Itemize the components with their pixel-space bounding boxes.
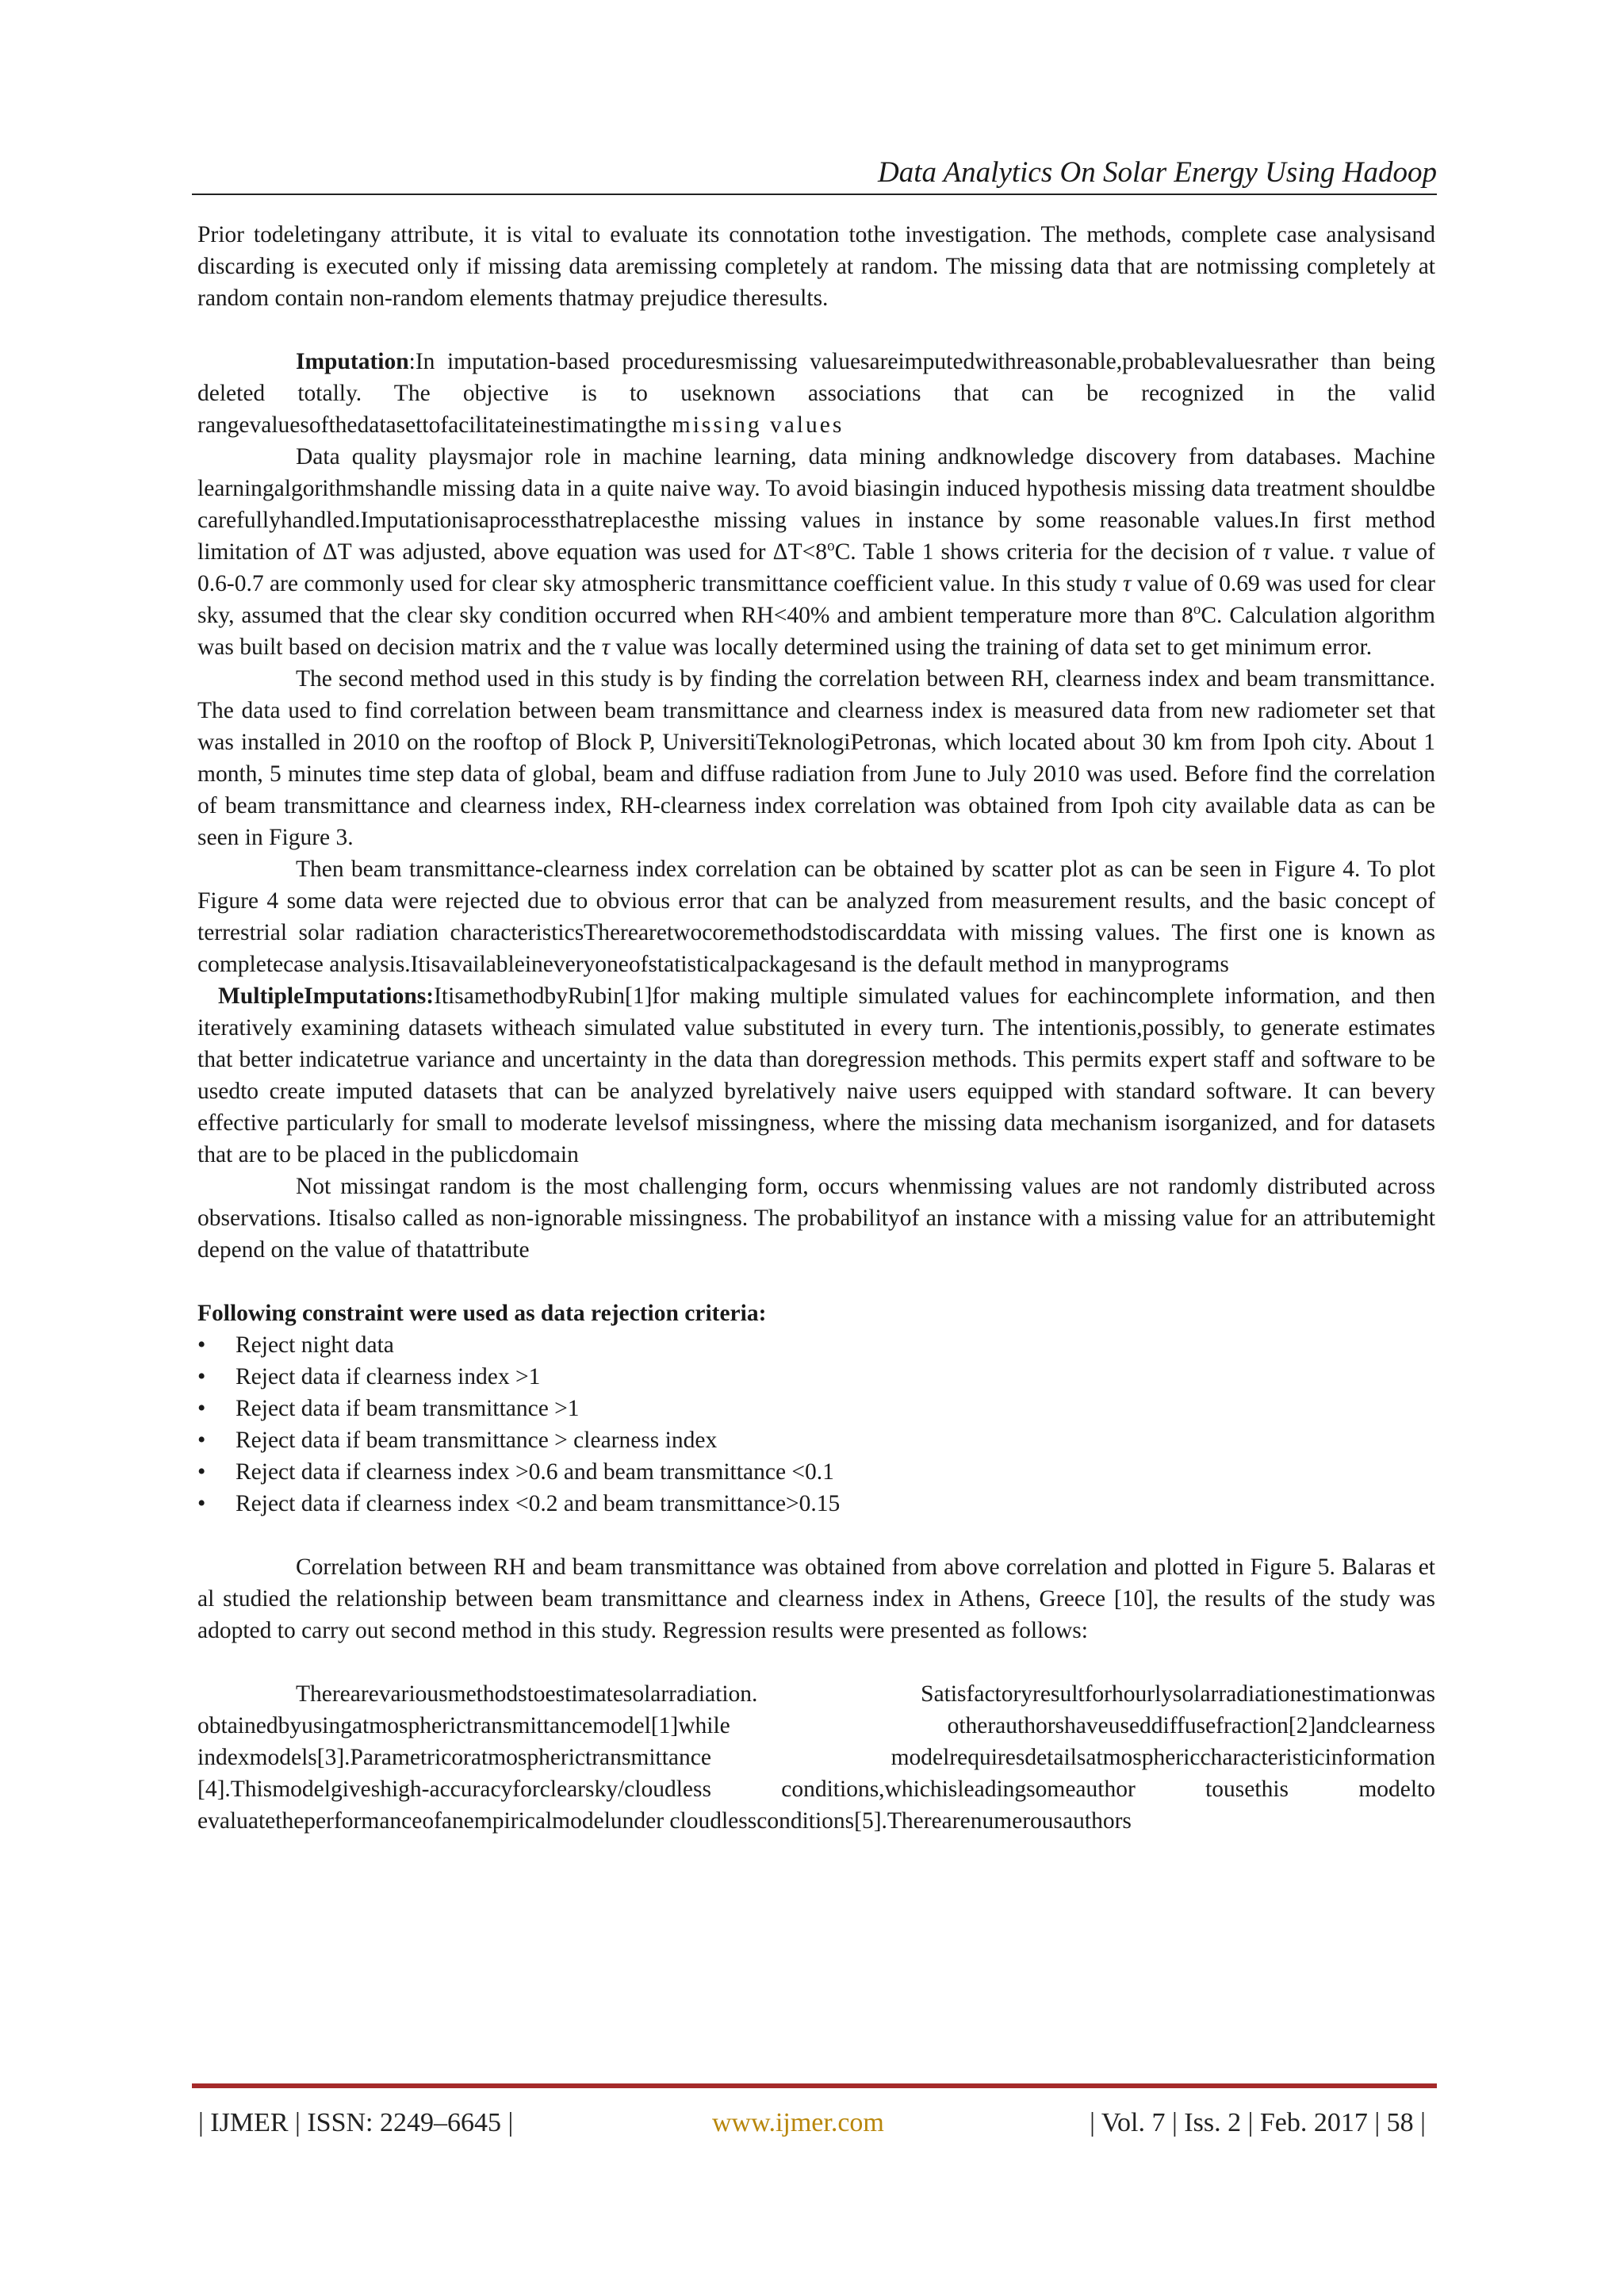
paragraph-gap (197, 1646, 1435, 1678)
criteria-heading-text: Following constraint were used as data rejection criteria: (197, 1301, 767, 1326)
criteria-item: • Reject data if beam transmittance >1 (197, 1393, 1435, 1424)
paragraph-not-missing-at-random: Not missingat random is the most challenging form, occurs whenmissing values are not randomly distributed across observations. Itisalso called as non-ignorable missingness. The probabilityof an instance with a missing value for an attributemight depend on the value of thatattribute (197, 1174, 1435, 1263)
degree-sup: o (827, 538, 835, 555)
paragraph-estimation-methods: Therearevariousmethodstoestimatesolarradiation. Satisfactoryresultforhourlysolarradiationestimationwas obtainedbyusingatmospherictransmittancemodel[1]while otherauthorshaveuseddiffusefraction[2]andclearness indexmodels[3].Parametricoratmospherictransmittance modelrequiresdetailsatmosphericcharacteristicinformation [4].Thismodelgiveshigh-accuracyforclearsky/cloudless conditions,whichisleadingsomeauthor tousethis modelto evaluatetheperformanceofanempiricalmodelunder cloudlessconditions[5].Therearenumerousauthors (197, 1681, 1435, 1834)
footer-rule (192, 2083, 1437, 2088)
criteria-list (197, 1329, 1435, 1520)
text-run: value. (1270, 539, 1342, 565)
paragraph-correlation: Correlation between RH and beam transmittance was obtained from above correlation and plotted in Figure 5. Balaras et al studied the relationship between beam transmittance and clearness index in Athens, Greece [10], the results of the study was adopted to carry out second method in this study. Regression results were presented as follows: (197, 1554, 1435, 1643)
page-footer (198, 2103, 1435, 2143)
imputation-tail: missing values (672, 412, 845, 438)
paragraph-gap (197, 1520, 1435, 1551)
header-rule (192, 194, 1437, 195)
text-run: C. Table 1 shows criteria for the decision of (834, 539, 1263, 565)
paragraph-scatter-plot: Then beam transmittance-clearness index correlation can be obtained by scatter plot as can be seen in Figure 4. To plot Figure 4 some data were rejected due to obvious error that can be analyzed from measurement results, and the basic concept of terrestrial solar radiation characteristicsTherearetwocoremethodstodiscarddata with missing values. The first one is known as completecase analysis.Itisavailableineveryoneofstatisticalpackagesand is the default method in manyprograms (197, 857, 1435, 977)
text-run: value of 0.69 was used for clear sky, assumed that the clear sky condition occurred when RH<40% and ambient temperature more than 8 (197, 571, 1435, 628)
footer-website-link[interactable]: www.ijmer.com (712, 2108, 884, 2137)
text-run: Data quality playsmajor role in machine learning, data mining andknowledge discovery from databases. Machine learningalgorithmshandle missing data in a quite naive way. To avoid biasingin induced hypothesis missing data treatment shouldbe carefullyhandled.Imputationisaprocessthatreplacesthe missing values in instance by some reasonable values.In first method limitation of ΔT was adjusted, above equation was used for ΔT<8 (197, 444, 1435, 565)
paragraph-second-method: The second method used in this study is by finding the correlation between RH, clearness index and beam transmittance. The data used to find correlation between beam transmittance and clearness index is measured data from new radiometer set that was installed in 2010 on the rooftop of Block P, UniversitiTeknologiPetronas, which located about 30 km from Ipoh city. About 1 month, 5 minutes time step data of global, beam and diffuse radiation from June to July 2010 was used. Before find the correlation of beam transmittance and clearness index, RH-clearness index correlation was obtained from Ipoh city available data as can be seen in Figure 3. (197, 666, 1435, 850)
tau-symbol: τ (1342, 539, 1351, 565)
text-run: value of 0.6-0.7 are commonly used for clear sky atmospheric transmittance coefficient value. In this study (197, 539, 1435, 596)
tau-symbol: τ (1262, 539, 1271, 565)
criteria-item: • Reject night data (197, 1329, 1435, 1361)
criteria-item: • Reject data if clearness index >1 (197, 1361, 1435, 1393)
text-run: value was locally determined using the training of data set to get minimum error. (610, 634, 1373, 660)
criteria-item: • Reject data if clearness index <0.2 and beam transmittance>0.15 (197, 1488, 1435, 1520)
paragraph-missing-data: Prior todeletingany attribute, it is vital to evaluate its connotation tothe investigation. The methods, complete case analysisand discarding is executed only if missing data aremissing completely at random. The missing data that are notmissing completely at random contain non-random elements thatmay prejudice theresults. (197, 222, 1435, 311)
multiple-imputations-text: ItisamethodbyRubin[1]for making multiple simulated values for eachincomplete information, and then iteratively examining datasets witheach simulated value substituted in every turn. The intentionis,possibly, to generate estimates that better indicatetrue variance and uncertainty in the data than doregression methods. This permits expert staff and software to be usedto create imputed datasets that can be analyzed byrelatively naive users equipped with standard software. It can bevery effective particularly for small to moderate levelsof missingness, where the missing data mechanism isorganized, and for datasets that are to be placed in the publicdomain (197, 983, 1435, 1167)
footer-issue: | Vol. 7 | Iss. 2 | Feb. 2017 | 58 | (1090, 2108, 1426, 2137)
body-text (197, 219, 1435, 1837)
tau-symbol: τ (1122, 571, 1132, 596)
paragraph-gap (197, 1266, 1435, 1297)
imputation-text: :In imputation-based proceduresmissing valuesareimputedwithreasonable,probablevaluesrather than being deleted totally. The objective is to useknown associations that can be recognized in the valid rangevaluesofthedatasettofacilitateinestimatingthe (197, 349, 1435, 438)
text-run: C. Calculation algorithm was built based on decision matrix and the (197, 603, 1435, 660)
criteria-item: • Reject data if beam transmittance > clearness index (197, 1424, 1435, 1456)
criteria-item: • Reject data if clearness index >0.6 and beam transmittance <0.1 (197, 1456, 1435, 1488)
imputation-label: Imputation (296, 349, 409, 374)
paragraph-imputation (197, 346, 1435, 441)
paragraph-data-quality (197, 441, 1435, 663)
criteria-heading (197, 1297, 1435, 1329)
paragraph-gap (197, 314, 1435, 346)
tau-symbol: τ (601, 634, 611, 660)
multiple-imputations-label: MultipleImputations: (218, 983, 435, 1009)
footer-journal: | IJMER | ISSN: 2249–6645 | (198, 2108, 514, 2137)
degree-sup: o (1193, 601, 1201, 619)
paragraph-multiple-imputations (197, 980, 1435, 1171)
running-title: Data Analytics On Solar Energy Using Hadoop (877, 156, 1437, 189)
